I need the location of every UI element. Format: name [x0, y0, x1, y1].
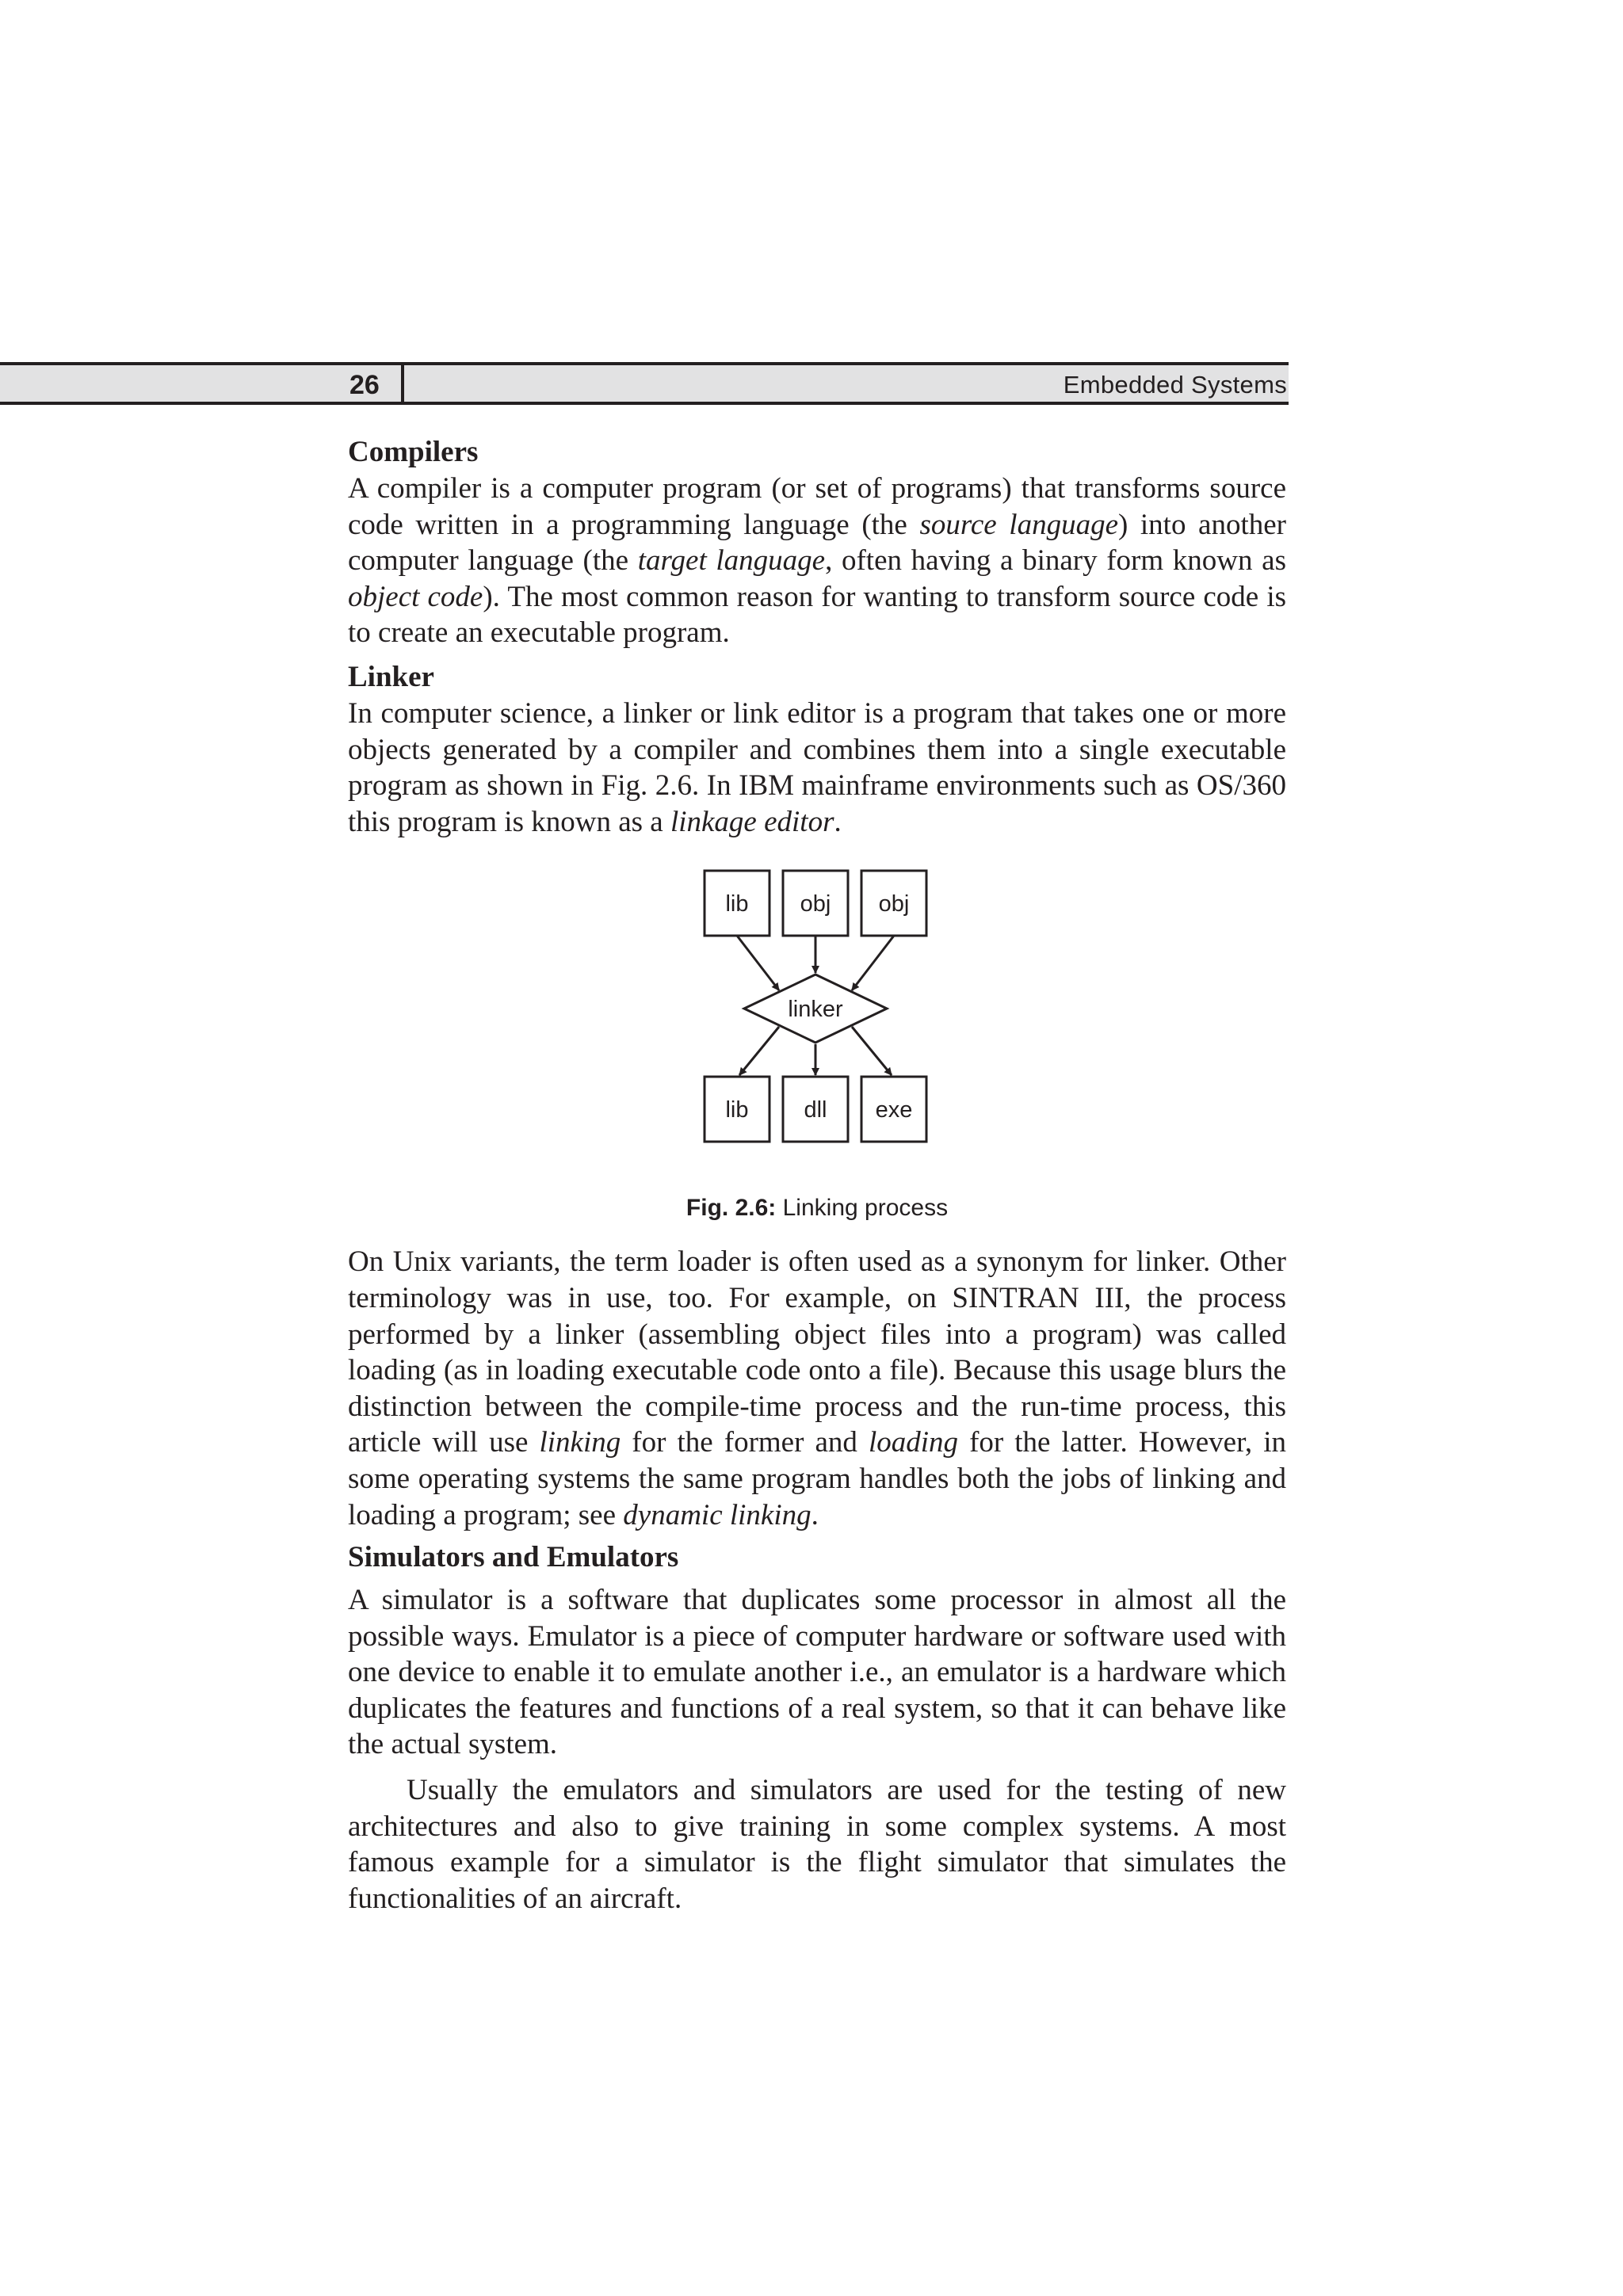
input-label-obj: obj: [878, 891, 910, 917]
simulators-heading: Simulators and Emulators: [348, 1541, 679, 1574]
page-body: [348, 434, 1286, 1917]
linker-label: linker: [788, 997, 843, 1023]
figure-caption-label: Fig. 2.6:: [685, 1195, 777, 1222]
input-label-lib: lib: [725, 891, 749, 917]
compilers-heading: Compilers: [348, 436, 479, 468]
simulators-paragraph-2: Usually the emulators and simulators are used for the testing of new architectures and also to give training in some complex systems. A most famous example for a simulator is the flight simulator that simulates the functionalities of an aircraft.: [348, 1774, 1286, 1915]
linker-paragraph: In computer science, a linker or link editor is a program that takes one or more objects generated by a compiler and combines them into a single executable program as shown in Fig. 2.6. In IBM mainframe environments such as OS/360 this program is known as a linkage editor.: [348, 696, 1286, 838]
input-label-obj: obj: [800, 891, 831, 917]
unix-paragraph: On Unix variants, the term loader is often used as a synonym for linker. Other terminology was in use, too. For example, on SINTRAN III, the process performed by a linker (assembling object files into a program) was called loading (as in loading executable code onto a file). Because this usage blurs the distinction between the compile-time process and the run-time process, this article will use linking for the former and loading for the latter. However, in some operating systems the same program handles both the jobs of linking and loading a program; see dynamic linking.: [348, 1245, 1287, 1531]
simulators-paragraph-1: A simulator is a software that duplicates some processor in almost all the possible ways. Emulator is a piece of computer hardware or software used with one device to enable it to emulate another i.e., an emulator is a hardware which duplicates the features and functions of a real system, so that it can behave like the actual system.: [348, 1584, 1286, 1761]
running-head-title: Embedded Systems: [1063, 371, 1287, 399]
linking-diagram: [348, 840, 1286, 1188]
output-label-exe: exe: [875, 1097, 913, 1123]
compilers-paragraph: A compiler is a computer program (or set of programs) that transforms source code written in a programming language (the source language) into another computer language (the target language, often having a binary form known as object code). The most common reason for wanting to transform source code is to create an executable program.: [348, 472, 1286, 650]
arrow-linker-to-lib: [739, 1027, 779, 1075]
linking-process-figure: [348, 840, 1286, 1244]
linker-heading: Linker: [348, 660, 434, 693]
running-header: [0, 362, 1289, 405]
figure-caption: [348, 1195, 1286, 1222]
figure-caption-text: Linking process: [776, 1195, 949, 1222]
header-divider: [401, 365, 404, 402]
output-label-dll: dll: [804, 1097, 827, 1123]
arrow-lib-to-linker: [737, 936, 779, 990]
output-label-lib: lib: [725, 1097, 749, 1123]
arrow-obj2-to-linker: [852, 936, 894, 990]
arrow-linker-to-exe: [852, 1027, 892, 1075]
page-number: 26: [349, 370, 380, 400]
